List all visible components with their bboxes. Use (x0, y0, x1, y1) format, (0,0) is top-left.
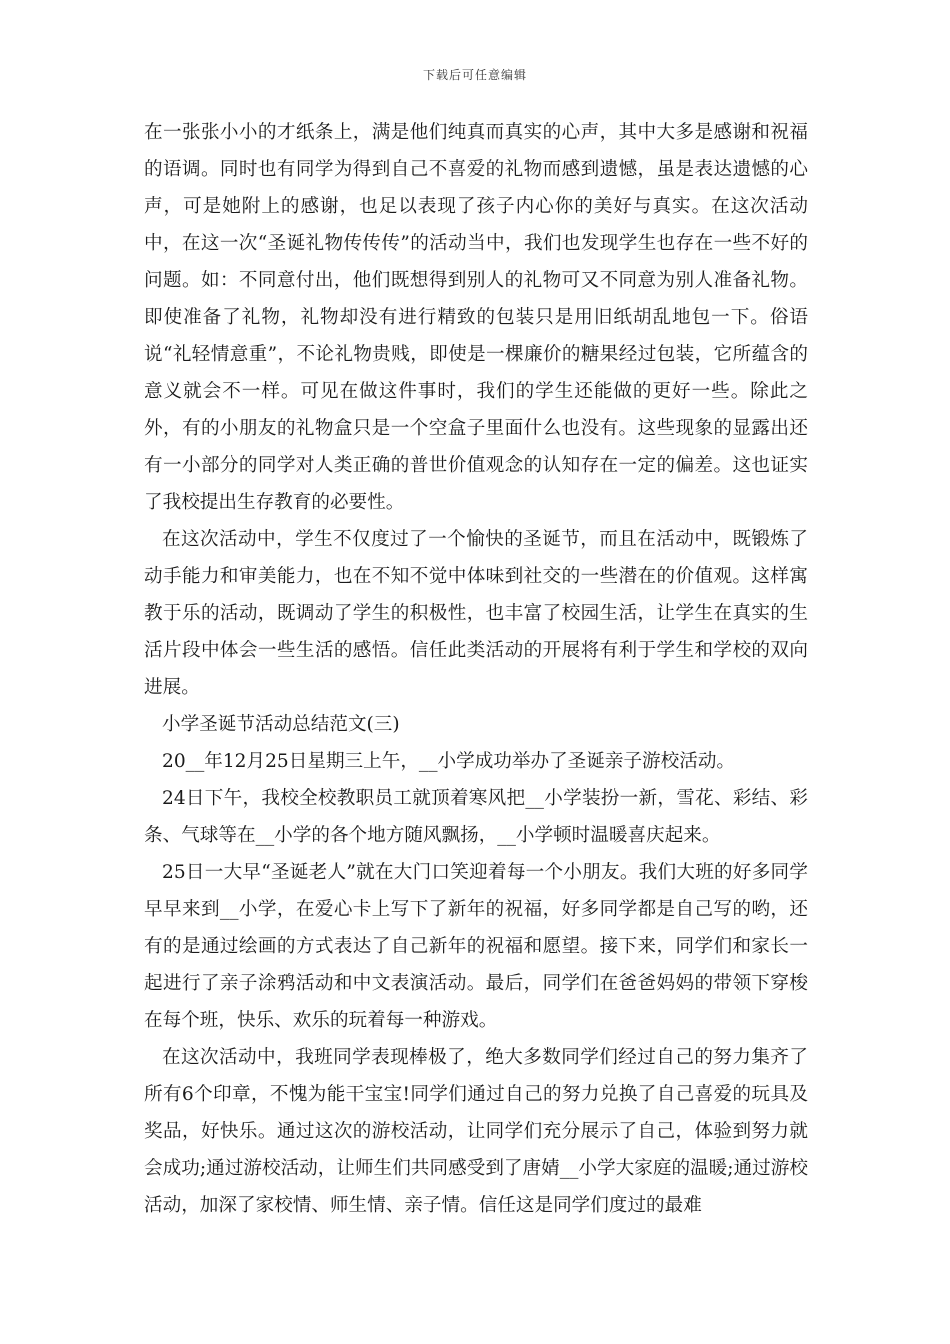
paragraph-5: 25日一大早“圣诞老人”就在大门口笑迎着每一个小朋友。我们大班的好多同学早早来到__小学，在爱心卡上写下了新年的祝福，好多同学都是自己写的哟，还有的是通过绘画的方式表达了自己新年的祝福和愿望。接下来，同学们和家长一起进行了亲子涂鸦活动和中文表演活动。最后，同学们在爸爸妈妈的带领下穿梭在每个班，快乐、欢乐的玩着每一种游戏。 (144, 862, 808, 1031)
paragraph-2: 在这次活动中，学生不仅度过了一个愉快的圣诞节，而且在活动中，既锻炼了动手能力和审美能力，也在不知不觉中体味到社交的一些潜在的价值观。这样寓教于乐的活动，既调动了学生的积极性，也丰富了校园生活，让学生在真实的生活片段中体会一些生活的感悟。信任此类活动的开展将有利于学生和学校的双向进展。 (144, 529, 808, 698)
page-header: 下载后可任意编辑 (422, 68, 527, 82)
paragraph-3: 20__年12月25日星期三上午，__小学成功举办了圣诞亲子游校活动。 (162, 751, 736, 772)
paragraph-6: 在这次活动中，我班同学表现棒极了，绝大多数同学们经过自己的努力集齐了所有6个印章，不愧为能干宝宝!同学们通过自己的努力兑换了自己喜爱的玩具及奖品，好快乐。通过这次的游校活动，让同学们充分展示了自己，体验到努力就会成功;通过游校活动，让师生们共同感受到了唐婧__小学大家庭的温暖;通过游校活动，加深了家校情、师生情、亲子情。信任这是同学们度过的最难 (144, 1047, 808, 1216)
paragraph-4: 24日下午，我校全校教职员工就顶着寒风把__小学装扮一新，雪花、彩结、彩条、气球等在__小学的各个地方随风飘扬，__小学顿时温暖喜庆起来。 (144, 788, 808, 846)
section-heading: 小学圣诞节活动总结范文(三) (162, 714, 400, 735)
document-body (144, 114, 808, 1224)
paragraph-1: 在一张张小小的才纸条上，满是他们纯真而真实的心声，其中大多是感谢和祝福的语调。同时也有同学为得到自己不喜爱的礼物而感到遗憾，虽是表达遗憾的心声，可是她附上的感谢，也足以表现了孩子内心你的美好与真实。在这次活动中，在这一次“圣诞礼物传传传”的活动当中，我们也发现学生也存在一些不好的问题。如：不同意付出，他们既想得到别人的礼物可又不同意为别人准备礼物。即使准备了礼物，礼物却没有进行精致的包装只是用旧纸胡乱地包一下。俗语说“礼轻情意重”，不论礼物贵贱，即使是一棵廉价的糖果经过包装，它所蕴含的意义就会不一样。可见在做这件事时，我们的学生还能做的更好一些。除此之外，有的小朋友的礼物盒只是一个空盒子里面什么也没有。这些现象的显露出还有一小部分的同学对人类正确的普世价值观念的认知存在一定的偏差。这也证实了我校提出生存教育的必要性。 (144, 122, 808, 513)
